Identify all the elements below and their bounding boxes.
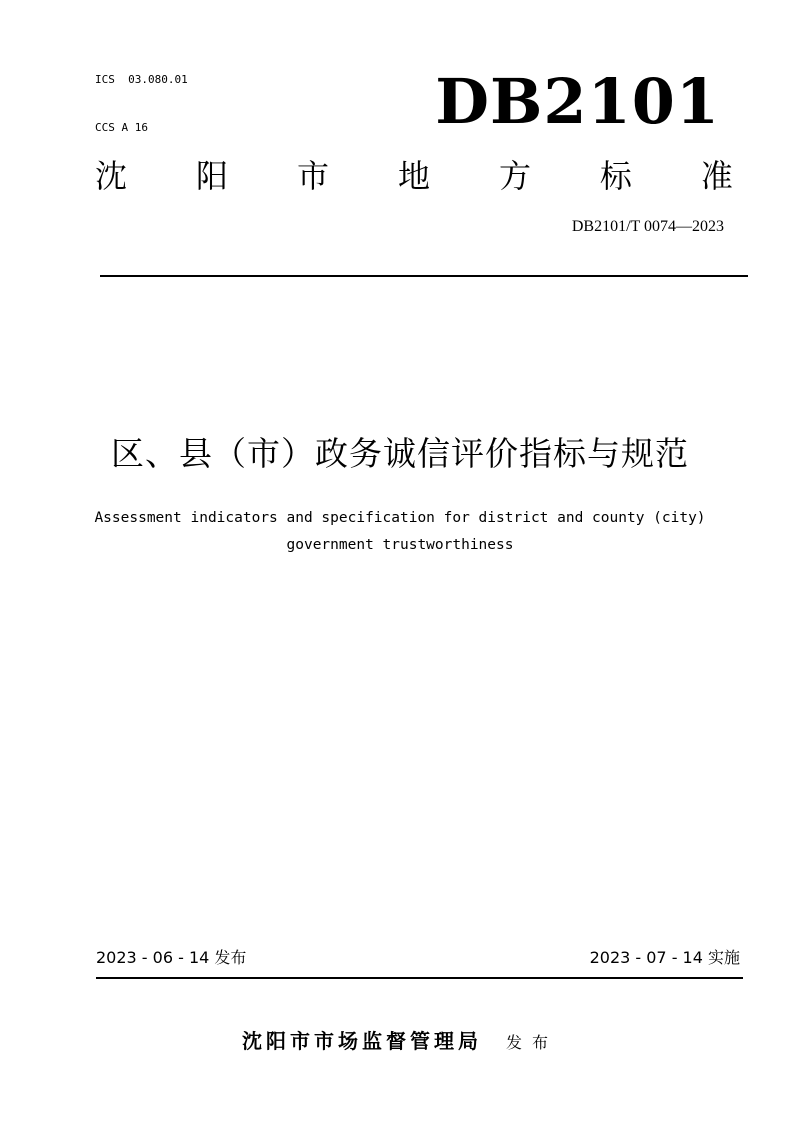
ics-code: ICS 03.080.01 <box>95 73 188 86</box>
title-english-line-2: government trustworthiness <box>286 537 514 553</box>
issuer <box>0 1026 800 1058</box>
title-english-line-1: Assessment indicators and specification for district and county (city) <box>94 510 706 526</box>
classification-codes <box>95 40 188 152</box>
header-divider <box>100 275 748 277</box>
standard-number: DB2101/T 0074—2023 <box>571 218 724 235</box>
standard-code-large: DB2101 <box>435 65 720 138</box>
ccs-code: CCS A 16 <box>95 121 148 134</box>
title-english <box>0 505 800 559</box>
standard-type-char: 沈 <box>95 157 128 195</box>
issuer-action: 发布 <box>505 1033 558 1052</box>
standard-type-char: 标 <box>599 157 632 195</box>
implementation-date: 2023 - 07 - 14 实施 <box>589 948 740 967</box>
title-chinese: 区、县（市）政务诚信评价指标与规范 <box>111 434 689 473</box>
standard-type-char: 准 <box>700 157 733 195</box>
standard-type-char: 方 <box>498 157 531 195</box>
standard-type <box>95 156 733 196</box>
standard-type-char: 阳 <box>195 157 228 195</box>
issue-date: 2023 - 06 - 14 发布 <box>96 948 247 967</box>
issuer-organization: 沈阳市市场监督管理局 <box>241 1029 482 1053</box>
standard-type-char: 市 <box>296 157 329 195</box>
footer-divider <box>96 977 743 979</box>
standard-type-char: 地 <box>397 157 430 195</box>
